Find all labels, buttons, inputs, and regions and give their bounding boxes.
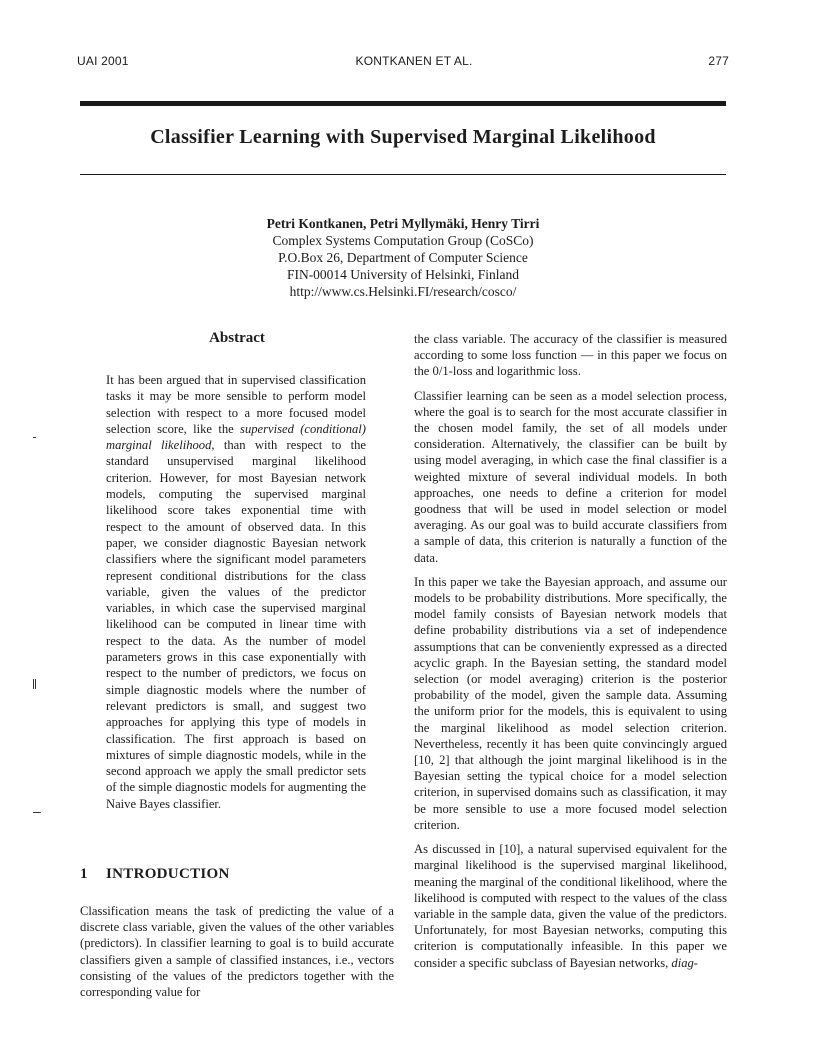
author-block: [80, 215, 726, 300]
italic-term: diag-: [671, 955, 698, 970]
affiliation-line: Complex Systems Computation Group (CoSCo): [272, 233, 534, 248]
section-heading: [80, 866, 230, 883]
abstract-italic-term: supervised (conditional) marginal likelihood,: [106, 421, 366, 453]
section-title: INTRODUCTION: [106, 866, 230, 882]
author-names: Petri Kontkanen, Petri Myllymäki, Henry Tirri: [266, 216, 540, 231]
abstract-text: It has been argued that in supervised classification tasks it may be more sensible to perform model selection with respect to a more focused model selection score, like the: [106, 373, 366, 436]
abstract-text: than with respect to the standard unsupervised marginal likelihood criterion. However, for most Bayesian network models, computing the supervised marginal likelihood score takes exponential time with respect to the amount of observed data. In this paper, we consider diagnostic Bayesian network classifiers where the significant model parameters represent conditional distributions for the class variable, given the values of the predictor variables, in which case the supervised marginal likelihood can be computed in linear time with respect to the data. As the number of model parameters grows in this case exponentially with respect to the number of predictors, we focus on simple diagnostic models where the number of relevant predictors is small, and suggest two approaches for applying this type of models in classification. The first approach is based on mixtures of simple diagnostic models, while in the second approach we apply the small predictor sets of the simple diagnostic models for augmenting the Naive Bayes classifier.: [106, 438, 367, 811]
intro-paragraph: Classification means the task of predicting the value of a discrete class variable, given the values of the other variables (predictors). In classifier learning to goal is to build accurate classifiers given a sample of classified instances, i.e., vectors consisting of the values of the predictors together with the corresponding value for: [80, 904, 394, 1000]
page-number: 277: [708, 54, 729, 68]
running-header-venue: UAI 2001: [77, 54, 129, 68]
title-bottom-rule: [80, 174, 726, 175]
affiliation-line: FIN-00014 University of Helsinki, Finland: [286, 267, 520, 282]
margin-mark: [33, 812, 41, 813]
margin-mark: [33, 437, 36, 438]
running-header-authors: KONTKANEN ET AL.: [355, 54, 473, 68]
intro-left-column: [80, 903, 394, 1010]
paragraph: [414, 841, 727, 971]
affiliation-line: P.O.Box 26, Department of Computer Science: [278, 250, 528, 265]
paragraph: the class variable. The accuracy of the classifier is measured according to some loss function — in this paper we focus on the 0/1-loss and logarithmic loss.: [414, 332, 727, 379]
abstract-body: [106, 372, 366, 812]
paragraph: In this paper we take the Bayesian approach, and assume our models to be probability distributions. More specifically, the model family consists of Bayesian network models that define probability distributions via a set of independence assumptions that can be conveniently expressed as a directed acyclic graph. In the Bayesian setting, the standard model selection (or model averaging) criterion is the posterior probability of the model, given the sample data. Assuming the uniform prior for the models, this is equivalent to using the marginal likelihood as model selection criterion. Nevertheless, recently it has been quite convincingly argued [10, 2] that although the joint marginal likelihood is in the Bayesian setting the typical choice for a model selection criterion, in supervised domains such as classification, it may be more sensible to use a more focused model selection criterion.: [414, 574, 727, 832]
affiliation-url: http://www.cs.Helsinki.FI/research/cosco/: [289, 284, 517, 299]
abstract-heading: Abstract: [209, 330, 265, 346]
right-column: [414, 331, 727, 979]
title-top-rule: [80, 101, 726, 106]
margin-mark: [33, 679, 36, 689]
paragraph-text: As discussed in [10], a natural supervised equivalent for the marginal likelihood is the supervised marginal likelihood, meaning the marginal of the conditional likelihood, where the likelihood is computed with respect to the values of the class variable in the sample data, given the value of the predictors. Unfortunately, for most Bayesian networks, computing this criterion is computationally infeasible. In this paper we consider a specific subclass of Bayesian networks,: [414, 842, 727, 970]
paragraph: Classifier learning can be seen as a model selection process, where the goal is to search for the most accurate classifier in the chosen model family, the set of all models under consideration. Alternatively, the classifier can be built by using model averaging, in which case the final classifier is a weighted mixture of several individual models. In both approaches, one needs to define a criterion for model goodness that will be used in model selection or model averaging. As our goal was to build accurate classifiers from a sample of data, this criterion is naturally a function of the data.: [414, 388, 727, 565]
section-number: 1: [80, 866, 88, 882]
paper-title: Classifier Learning with Supervised Marginal Likelihood: [150, 126, 656, 148]
